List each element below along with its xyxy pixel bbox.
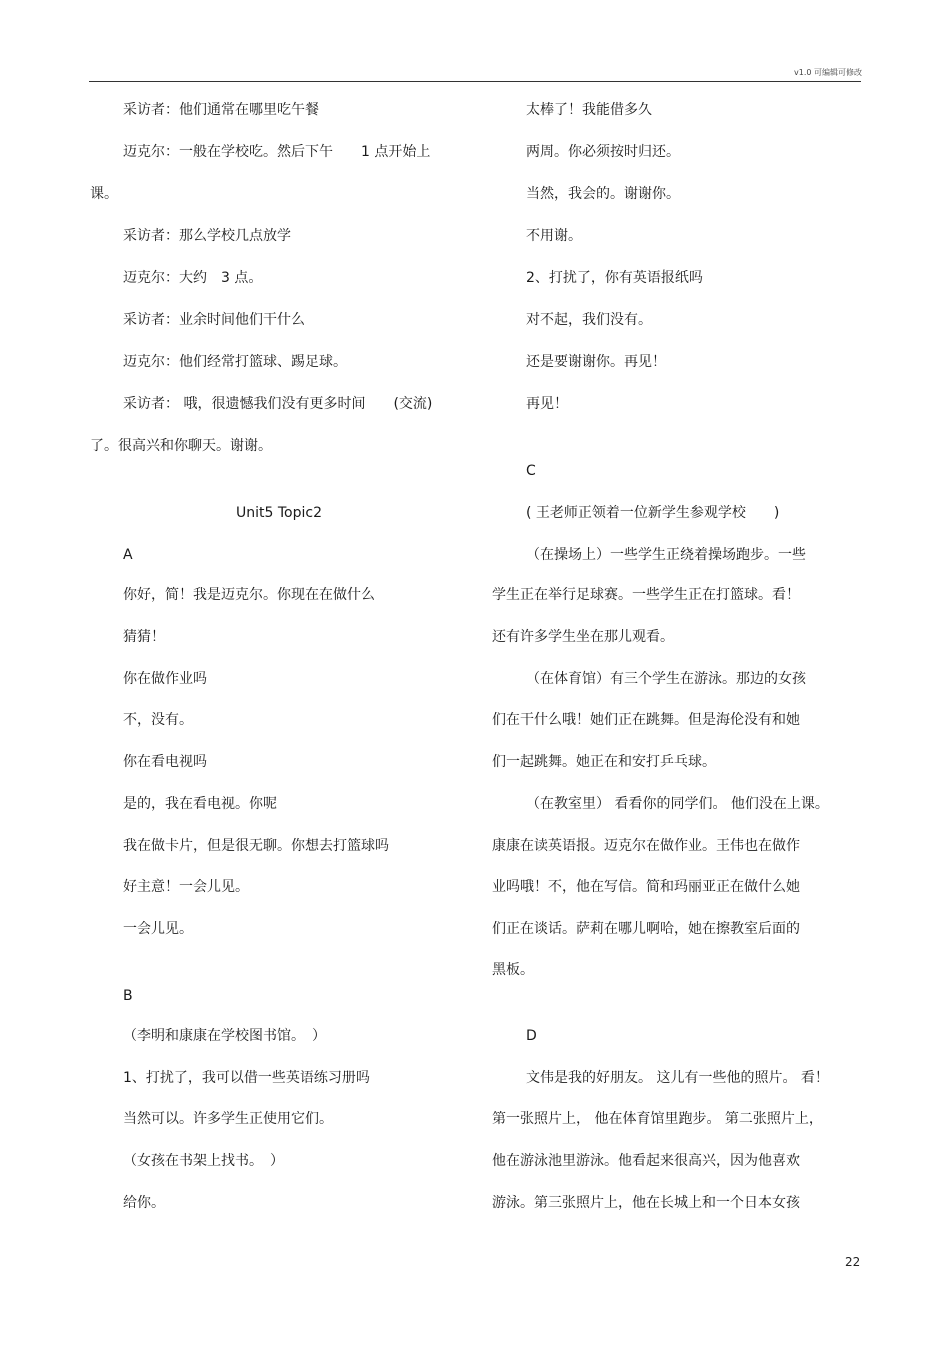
header-divider [89, 81, 861, 82]
text-line: 是的，我在看电视。你呢 [123, 796, 277, 812]
text-line: 一会儿见。 [123, 921, 193, 937]
text-line: 迈克尔：他们经常打篮球、踢足球。 [123, 354, 347, 370]
text-line: 给你。 [123, 1195, 165, 1211]
section-heading: B [123, 988, 133, 1004]
text-line: 不，没有。 [123, 712, 193, 728]
text-line: 迈克尔：一般在学校吃。然后下午 1 点开始上 [123, 144, 431, 160]
text-line: 康康在读英语报。迈克尔在做作业。王伟也在做作 [492, 838, 800, 854]
text-line: 你在看电视吗 [123, 754, 207, 770]
text-line: 采访者：那么学校几点放学 [123, 228, 291, 244]
text-line: （在教室里） 看看你的同学们。 他们没在上课。 [526, 796, 829, 812]
text-line: 两周。你必须按时归还。 [526, 144, 680, 160]
text-line: 他在游泳池里游泳。他看起来很高兴，因为他喜欢 [492, 1153, 800, 1169]
text-line: 们一起跳舞。她正在和安打乒乓球。 [492, 754, 716, 770]
text-line: 采访者：业余时间他们干什么 [123, 312, 305, 328]
text-line: （在体育馆）有三个学生在游泳。那边的女孩 [526, 671, 806, 687]
text-line: 们在干什么哦！她们正在跳舞。但是海伦没有和她 [492, 712, 800, 728]
text-line: 学生正在举行足球赛。一些学生正在打篮球。看！ [492, 587, 800, 603]
text-line: 你好，简！我是迈克尔。你现在在做什么 [123, 587, 375, 603]
text-line: 游泳。第三张照片上，他在长城上和一个日本女孩 [492, 1195, 800, 1211]
text-line: 黑板。 [492, 962, 534, 978]
section-heading: D [526, 1028, 537, 1044]
section-heading: A [123, 547, 133, 563]
section-heading: C [526, 463, 536, 479]
header-label: v1.0 可编辑可修改 [794, 68, 862, 77]
text-line: 课。 [90, 186, 118, 202]
text-line: 太棒了！我能借多久 [526, 102, 652, 118]
text-line: 再见！ [526, 396, 568, 412]
text-line: 了。很高兴和你聊天。谢谢。 [90, 438, 272, 454]
text-line: 好主意！一会儿见。 [123, 879, 249, 895]
text-line: （在操场上）一些学生正绕着操场跑步。一些 [526, 547, 806, 563]
text-line: 第一张照片上， 他在体育馆里跑步。 第二张照片上， [492, 1111, 823, 1127]
text-line: 迈克尔：大约 3 点。 [123, 270, 263, 286]
text-line: 还是要谢谢你。再见！ [526, 354, 666, 370]
text-line: 还有许多学生坐在那儿观看。 [492, 629, 674, 645]
text-line: 我在做卡片，但是很无聊。你想去打篮球吗 [123, 838, 389, 854]
text-line: 你在做作业吗 [123, 671, 207, 687]
text-line: 们正在谈话。萨莉在哪儿啊哈，她在擦教室后面的 [492, 921, 800, 937]
section-title: Unit5 Topic2 [236, 505, 322, 521]
text-line: 1、打扰了，我可以借一些英语练习册吗 [123, 1070, 370, 1086]
text-line: 当然可以。许多学生正使用它们。 [123, 1111, 333, 1127]
text-line: ( 王老师正领着一位新学生参观学校 ) [526, 505, 780, 521]
text-line: 采访者：他们通常在哪里吃午餐 [123, 102, 319, 118]
text-line: 采访者： 哦，很遗憾我们没有更多时间 (交流) [123, 396, 433, 412]
text-line: 业吗哦！不，他在写信。简和玛丽亚正在做什么她 [492, 879, 800, 895]
text-line: 当然，我会的。谢谢你。 [526, 186, 680, 202]
text-line: 文伟是我的好朋友。 这儿有一些他的照片。 看！ [526, 1070, 829, 1086]
page-number: 22 [845, 1255, 861, 1269]
text-line: （李明和康康在学校图书馆。 ） [123, 1028, 326, 1044]
text-line: 对不起，我们没有。 [526, 312, 652, 328]
text-line: 2、打扰了，你有英语报纸吗 [526, 270, 703, 286]
text-line: 猜猜！ [123, 629, 165, 645]
text-line: （女孩在书架上找书。 ） [123, 1153, 284, 1169]
text-line: 不用谢。 [526, 228, 582, 244]
